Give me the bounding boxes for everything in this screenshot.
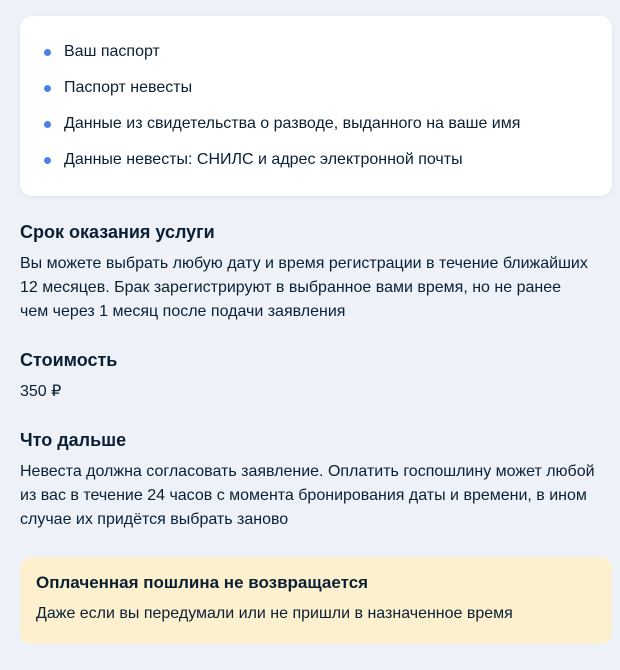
text-line: случае их придётся выбрать заново [20,511,289,528]
bullet-icon [44,49,51,56]
document-item-bride-data [44,150,612,186]
cost-section [20,348,610,404]
bullet-icon [44,85,51,92]
service-term-text [20,252,610,324]
document-item-passport [44,42,612,78]
text-line: чем через 1 месяц после подачи заявления [20,303,346,320]
cost-title: Стоимость [20,350,118,370]
text-line: 12 месяцев. Брак зарегистрируют в выбранное вами время, но не ранее [20,279,561,296]
cost-value: 350 ₽ [20,383,62,400]
bullet-icon [44,157,51,164]
required-documents-list [44,42,612,186]
notice-text: Даже если вы передумали или не пришли в назначенное время [36,605,513,622]
text-line: Вы можете выбрать любую дату и время регистрации в течение ближайших [20,255,588,272]
document-item-label: Ваш паспорт [64,43,160,60]
service-term-section [20,220,610,324]
next-steps-title: Что дальше [20,430,127,450]
next-steps-text [20,460,610,532]
text-line: Невеста должна согласовать заявление. Оплатить госпошлину может любой [20,463,595,480]
bullet-icon [44,121,51,128]
document-item-bride-passport [44,78,612,114]
document-item-label: Паспорт невесты [64,79,193,96]
next-steps-section [20,428,610,532]
document-item-divorce-certificate [44,114,612,150]
non-refundable-fee-notice [20,557,612,644]
document-item-label: Данные невесты: СНИЛС и адрес электронной почты [64,151,463,168]
notice-title: Оплаченная пошлина не возвращается [36,573,369,592]
text-line: из вас в течение 24 часов с момента бронирования даты и времени, в ином [20,487,587,504]
required-documents-card [20,16,612,196]
document-item-label: Данные из свидетельства о разводе, выданного на ваше имя [64,115,521,132]
service-term-title: Срок оказания услуги [20,222,215,242]
